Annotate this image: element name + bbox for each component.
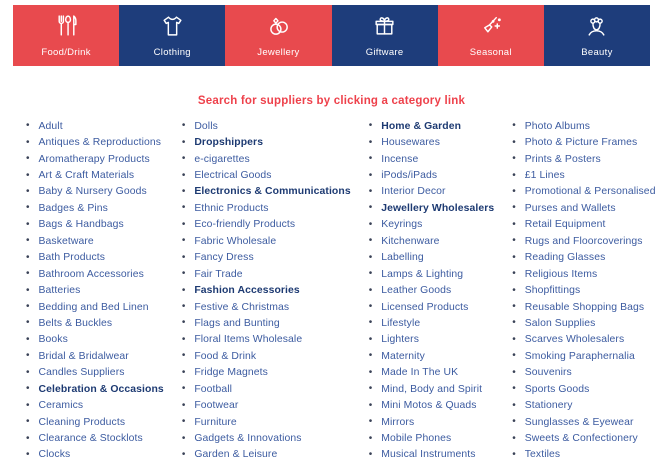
bullet-icon: •: [368, 251, 373, 263]
category-link-item: [512, 348, 655, 364]
category-link[interactable]: Reading Glasses: [524, 252, 606, 264]
bullet-icon: •: [512, 284, 516, 296]
category-link[interactable]: Scarves Wholesalers: [524, 334, 625, 346]
category-link[interactable]: Keyrings: [381, 219, 423, 231]
category-link[interactable]: Incense: [381, 153, 419, 165]
bullet-icon: •: [512, 169, 516, 181]
bullet-icon: •: [181, 120, 186, 132]
bullet-icon: •: [368, 153, 373, 165]
bullet-icon: •: [26, 432, 30, 444]
bullet-icon: •: [512, 350, 516, 362]
category-link[interactable]: Clearance & Stocklots: [38, 433, 143, 445]
bullet-icon: •: [26, 317, 30, 329]
category-link[interactable]: Photo & Picture Frames: [524, 137, 638, 149]
category-link[interactable]: Candles Suppliers: [38, 367, 125, 379]
category-link[interactable]: Flags and Bunting: [194, 317, 280, 329]
bullet-icon: •: [26, 202, 30, 214]
category-link[interactable]: Garden & Leisure: [194, 449, 278, 461]
bullet-icon: •: [368, 383, 373, 395]
bullet-icon: •: [26, 399, 30, 411]
bullet-icon: •: [181, 169, 186, 181]
category-link-item: [369, 184, 495, 200]
category-link-item: [26, 381, 164, 397]
category-link-item: [26, 233, 164, 249]
category-link-item: [182, 447, 351, 463]
bullet-icon: •: [368, 350, 373, 362]
bullet-icon: •: [181, 136, 186, 148]
category-link[interactable]: Baby & Nursery Goods: [38, 186, 147, 198]
bullet-icon: •: [368, 169, 373, 181]
bullet-icon: •: [26, 185, 30, 197]
rings-icon: [266, 13, 291, 43]
category-link[interactable]: Mobile Phones: [381, 433, 452, 445]
category-link[interactable]: Housewares: [381, 137, 440, 149]
category-link[interactable]: Dropshippers: [194, 137, 264, 149]
bullet-icon: •: [512, 416, 516, 428]
bullet-icon: •: [512, 383, 516, 395]
bullet-icon: •: [368, 120, 373, 132]
category-link[interactable]: Prints & Posters: [524, 153, 601, 165]
category-link[interactable]: Purses and Wallets: [524, 202, 616, 214]
category-link-item: [182, 315, 351, 331]
category-link-item: [26, 365, 164, 381]
category-link-item: [26, 447, 164, 463]
bullet-icon: •: [368, 136, 373, 148]
bullet-icon: •: [181, 448, 186, 460]
category-link-item: [182, 381, 351, 397]
category-link-item: [182, 266, 351, 282]
category-link-item: [26, 430, 164, 446]
bullet-icon: •: [512, 301, 516, 313]
category-link[interactable]: Licensed Products: [381, 301, 469, 313]
category-link[interactable]: Religious Items: [524, 268, 598, 280]
bullet-icon: •: [368, 333, 373, 345]
category-link-item: [26, 266, 164, 282]
bullet-icon: •: [181, 416, 186, 428]
category-link-item: [369, 233, 495, 249]
category-link[interactable]: Celebration & Occasions: [38, 383, 164, 395]
category-link-item: [369, 430, 495, 446]
category-link[interactable]: Souvenirs: [524, 367, 572, 379]
category-link[interactable]: Bath Products: [38, 252, 106, 264]
bullet-icon: •: [512, 448, 516, 460]
category-link-item: [182, 167, 351, 183]
bullet-icon: •: [512, 268, 516, 280]
category-link[interactable]: e-cigarettes: [194, 153, 250, 165]
category-link[interactable]: Sports Goods: [524, 383, 590, 395]
tab-label: Clothing: [153, 47, 191, 58]
bullet-icon: •: [368, 185, 373, 197]
bullet-icon: •: [181, 383, 186, 395]
category-link-item: [512, 250, 655, 266]
category-link-item: [26, 348, 164, 364]
category-link-item: [26, 134, 164, 150]
category-link-item: [512, 365, 655, 381]
category-link-grid: [0, 107, 663, 463]
category-link-item: [26, 200, 164, 216]
category-link-item: [369, 282, 495, 298]
bullet-icon: •: [512, 366, 516, 378]
salon-icon: [584, 13, 609, 43]
category-link-item: [369, 365, 495, 381]
bullet-icon: •: [26, 268, 30, 280]
category-link[interactable]: Lighters: [381, 334, 420, 346]
category-link[interactable]: Home & Garden: [381, 120, 462, 132]
bullet-icon: •: [512, 185, 516, 197]
category-link[interactable]: Interior Decor: [381, 186, 446, 198]
bullet-icon: •: [512, 432, 516, 444]
bullet-icon: •: [181, 432, 186, 444]
bullet-icon: •: [26, 416, 30, 428]
category-link-item: [512, 184, 655, 200]
category-link-item: [182, 365, 351, 381]
bullet-icon: •: [181, 268, 186, 280]
category-link[interactable]: Photo Albums: [524, 120, 591, 132]
category-link-item: [369, 134, 495, 150]
category-link-item: [369, 381, 495, 397]
category-link[interactable]: Lamps & Lighting: [381, 268, 464, 280]
category-link[interactable]: Gadgets & Innovations: [194, 433, 302, 445]
category-link[interactable]: Leather Goods: [381, 285, 452, 297]
category-link[interactable]: Mind, Body and Spirit: [381, 383, 483, 395]
category-link[interactable]: Dolls: [194, 120, 218, 132]
category-link[interactable]: Adult: [38, 120, 63, 132]
category-link-item: [512, 151, 655, 167]
category-link[interactable]: Jewellery Wholesalers: [381, 202, 495, 214]
bullet-icon: •: [181, 235, 186, 247]
bullet-icon: •: [26, 284, 30, 296]
category-link[interactable]: Eco-friendly Products: [194, 219, 296, 231]
category-link-item: [512, 167, 655, 183]
category-link[interactable]: Stationery: [524, 400, 573, 412]
category-link[interactable]: Electrical Goods: [194, 170, 272, 182]
category-link-item: [26, 184, 164, 200]
category-link-item: [512, 414, 655, 430]
bullet-icon: •: [368, 448, 373, 460]
category-link[interactable]: Maternity: [381, 350, 425, 362]
category-link[interactable]: Art & Craft Materials: [38, 170, 135, 182]
category-tabbar: [13, 5, 650, 66]
bullet-icon: •: [368, 235, 373, 247]
category-link-item: [182, 233, 351, 249]
bullet-icon: •: [26, 235, 30, 247]
category-link-item: [26, 299, 164, 315]
broom-icon: [478, 13, 503, 43]
category-link-item: [182, 397, 351, 413]
category-link[interactable]: Kitchenware: [381, 235, 440, 247]
bullet-icon: •: [512, 136, 516, 148]
category-link[interactable]: Bathroom Accessories: [38, 268, 144, 280]
category-link-item: [182, 332, 351, 348]
page-title: Search for suppliers by clicking a category link: [197, 95, 466, 107]
category-link[interactable]: Shopfittings: [524, 285, 581, 297]
bullet-icon: •: [512, 218, 516, 230]
bullet-icon: •: [181, 251, 186, 263]
giftbox-icon: [372, 13, 397, 43]
category-link[interactable]: Floral Items Wholesale: [194, 334, 303, 346]
bullet-icon: •: [181, 366, 186, 378]
category-link[interactable]: Sweets & Confectionery: [524, 433, 638, 445]
bullet-icon: •: [26, 383, 30, 395]
category-link[interactable]: Antiques & Reproductions: [38, 137, 162, 149]
category-link-item: [512, 381, 655, 397]
category-link-item: [512, 397, 655, 413]
category-link[interactable]: Textiles: [524, 449, 561, 461]
bullet-icon: •: [181, 202, 186, 214]
tab-label: Food/Drink: [41, 47, 91, 58]
category-link-item: [26, 167, 164, 183]
category-link-item: [26, 250, 164, 266]
tab-label: Seasonal: [469, 47, 512, 58]
category-link-item: [369, 414, 495, 430]
category-link-item: [182, 250, 351, 266]
category-link-item: [182, 217, 351, 233]
category-link-item: [182, 118, 351, 134]
category-link-item: [182, 299, 351, 315]
category-link-item: [26, 397, 164, 413]
category-link[interactable]: Books: [38, 334, 68, 346]
category-link[interactable]: £1 Lines: [524, 170, 565, 182]
category-link[interactable]: iPods/iPads: [381, 170, 438, 182]
category-link-item: [369, 151, 495, 167]
bullet-icon: •: [181, 185, 186, 197]
bullet-icon: •: [26, 333, 30, 345]
category-link[interactable]: Food & Drink: [194, 350, 257, 362]
bullet-icon: •: [181, 301, 186, 313]
category-link-item: [182, 282, 351, 298]
category-link[interactable]: Mini Motos & Quads: [381, 400, 477, 412]
bullet-icon: •: [368, 416, 373, 428]
category-link-item: [369, 348, 495, 364]
category-link[interactable]: Cleaning Products: [38, 416, 126, 428]
category-link[interactable]: Smoking Paraphernalia: [524, 350, 635, 362]
category-link-item: [512, 447, 655, 463]
bullet-icon: •: [181, 218, 186, 230]
category-link-item: [26, 332, 164, 348]
category-link-item: [182, 184, 351, 200]
category-link-item: [26, 414, 164, 430]
category-link[interactable]: Electronics & Communications: [194, 186, 351, 198]
bullet-icon: •: [368, 284, 373, 296]
bullet-icon: •: [26, 251, 30, 263]
category-link[interactable]: Football: [194, 383, 233, 395]
category-link[interactable]: Ceramics: [38, 400, 84, 412]
category-link-item: [369, 250, 495, 266]
category-link[interactable]: Bags & Handbags: [38, 219, 124, 231]
bullet-icon: •: [181, 317, 186, 329]
bullet-icon: •: [512, 317, 516, 329]
category-link[interactable]: Sunglasses & Eyewear: [524, 416, 634, 428]
bullet-icon: •: [512, 202, 516, 214]
category-column-1: [14, 118, 164, 463]
category-link-item: [369, 447, 495, 463]
category-link-item: [512, 217, 655, 233]
bullet-icon: •: [512, 153, 516, 165]
category-link[interactable]: Aromatherapy Products: [38, 153, 150, 165]
category-link[interactable]: Lifestyle: [381, 317, 421, 329]
bullet-icon: •: [26, 120, 30, 132]
category-link[interactable]: Festive & Christmas: [194, 301, 290, 313]
bullet-icon: •: [512, 333, 516, 345]
bullet-icon: •: [26, 153, 30, 165]
bullet-icon: •: [368, 218, 373, 230]
bullet-icon: •: [26, 301, 30, 313]
category-link-item: [182, 348, 351, 364]
category-column-3: [357, 118, 495, 463]
category-link[interactable]: Ethnic Products: [194, 202, 269, 214]
bullet-icon: •: [512, 120, 516, 132]
category-link-item: [182, 151, 351, 167]
category-column-4: [500, 118, 655, 463]
category-link-item: [512, 299, 655, 315]
bullet-icon: •: [181, 333, 186, 345]
category-link-item: [369, 200, 495, 216]
category-link[interactable]: Promotional & Personalised: [524, 186, 656, 198]
category-link[interactable]: Made In The UK: [381, 367, 459, 379]
cutlery-icon: [54, 13, 79, 43]
category-link[interactable]: Basketware: [38, 235, 94, 247]
bullet-icon: •: [181, 153, 186, 165]
category-link-item: [182, 414, 351, 430]
bullet-icon: •: [368, 301, 373, 313]
bullet-icon: •: [368, 399, 373, 411]
category-link[interactable]: Bedding and Bed Linen: [38, 301, 149, 313]
category-link[interactable]: Musical Instruments: [381, 449, 476, 461]
category-link-item: [369, 118, 495, 134]
category-link-item: [369, 167, 495, 183]
bullet-icon: •: [26, 448, 30, 460]
bullet-icon: •: [368, 268, 373, 280]
category-link[interactable]: Batteries: [38, 285, 81, 297]
category-link[interactable]: Fashion Accessories: [194, 285, 300, 297]
bullet-icon: •: [512, 251, 516, 263]
category-link-item: [369, 266, 495, 282]
bullet-icon: •: [368, 317, 373, 329]
bullet-icon: •: [26, 136, 30, 148]
category-link-item: [182, 134, 351, 150]
tab-seasonal[interactable]: [438, 5, 544, 66]
category-link-item: [512, 430, 655, 446]
bullet-icon: •: [512, 235, 516, 247]
category-link-item: [182, 200, 351, 216]
category-link[interactable]: Footwear: [194, 400, 239, 412]
category-link-item: [512, 315, 655, 331]
category-link-item: [512, 332, 655, 348]
category-link[interactable]: Retail Equipment: [524, 219, 606, 231]
category-link-item: [512, 266, 655, 282]
tab-label: Giftware: [365, 47, 404, 58]
bullet-icon: •: [368, 432, 373, 444]
category-column-2: [170, 118, 351, 463]
bullet-icon: •: [26, 218, 30, 230]
category-link[interactable]: Fabric Wholesale: [194, 235, 277, 247]
bullet-icon: •: [181, 350, 186, 362]
category-link-item: [512, 233, 655, 249]
tab-label: Jewellery: [257, 47, 300, 58]
tab-jewellery[interactable]: [225, 5, 331, 66]
bullet-icon: •: [512, 399, 516, 411]
tab-label: Beauty: [581, 47, 613, 58]
category-link-item: [369, 299, 495, 315]
category-link-item: [26, 282, 164, 298]
bullet-icon: •: [368, 202, 373, 214]
category-link-item: [26, 217, 164, 233]
category-link[interactable]: Fair Trade: [194, 268, 243, 280]
category-link[interactable]: Mirrors: [381, 416, 415, 428]
category-link[interactable]: Salon Supplies: [524, 317, 596, 329]
bullet-icon: •: [26, 350, 30, 362]
bullet-icon: •: [26, 366, 30, 378]
category-link[interactable]: Furniture: [194, 416, 237, 428]
category-link-item: [26, 151, 164, 167]
category-link-item: [26, 118, 164, 134]
category-link-item: [369, 332, 495, 348]
category-link[interactable]: Belts & Buckles: [38, 317, 113, 329]
category-link-item: [369, 397, 495, 413]
category-link-item: [512, 118, 655, 134]
category-link[interactable]: Badges & Pins: [38, 202, 108, 214]
tab-beauty[interactable]: [544, 5, 650, 66]
category-link-item: [512, 200, 655, 216]
category-link[interactable]: Labelling: [381, 252, 424, 264]
category-link[interactable]: Fridge Magnets: [194, 367, 268, 379]
category-link[interactable]: Rugs and Floorcoverings: [524, 235, 643, 247]
tab-giftware[interactable]: [332, 5, 438, 66]
category-link-item: [512, 134, 655, 150]
category-link-item: [369, 315, 495, 331]
category-link[interactable]: Clocks: [38, 449, 71, 461]
bullet-icon: •: [181, 399, 186, 411]
bullet-icon: •: [26, 169, 30, 181]
bullet-icon: •: [368, 366, 373, 378]
category-link[interactable]: Fancy Dress: [194, 252, 254, 264]
category-link-item: [369, 217, 495, 233]
tshirt-icon: [160, 13, 185, 43]
category-link-item: [26, 315, 164, 331]
tab-clothing[interactable]: [119, 5, 225, 66]
category-link[interactable]: Reusable Shopping Bags: [524, 301, 645, 313]
category-link-item: [512, 282, 655, 298]
category-link-item: [182, 430, 351, 446]
tab-food-drink[interactable]: [13, 5, 119, 66]
category-link[interactable]: Bridal & Bridalwear: [38, 350, 129, 362]
bullet-icon: •: [181, 284, 186, 296]
